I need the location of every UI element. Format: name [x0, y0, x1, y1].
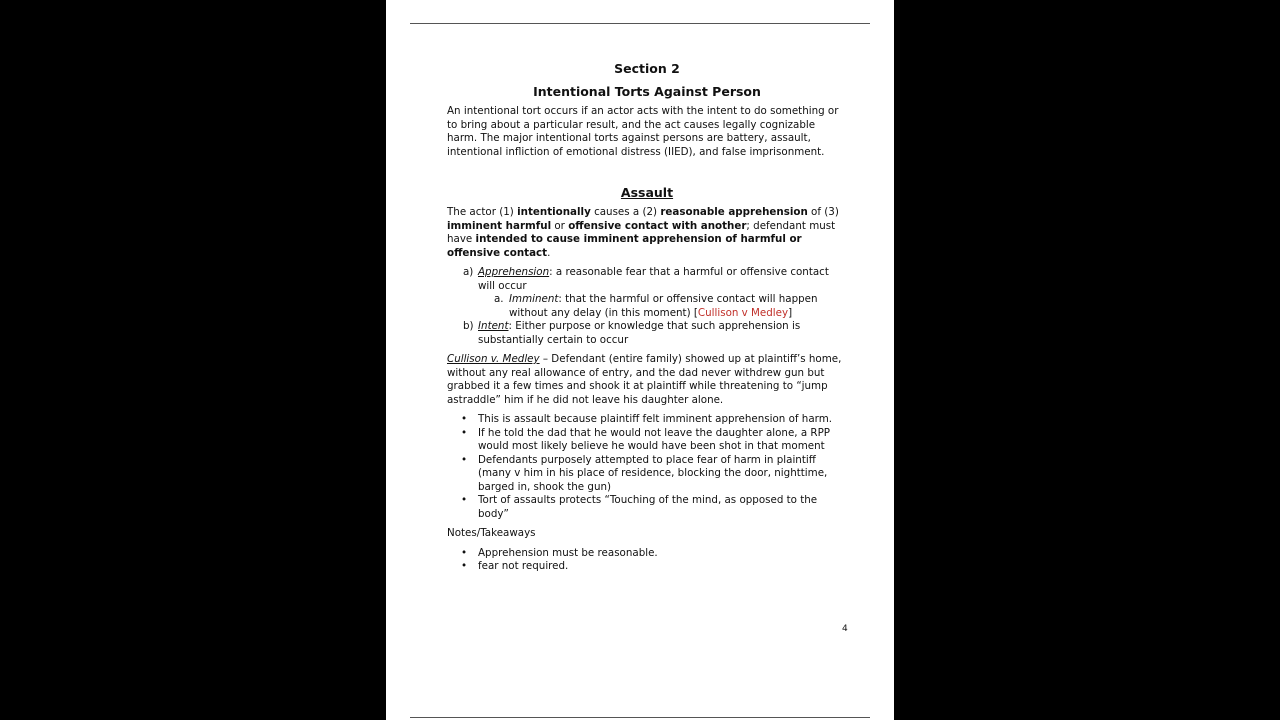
list-item-imminent: a. Imminent: that the harmful or offensive contact will happen without any delay (in this moment) [Cullison v Medley] — [494, 293, 818, 319]
assault-rule: The actor (1) intentionally causes a (2) reasonable apprehension of (3) imminent harmful or offensive contact with another; defendant must have intended to cause imminent apprehension of harmful or offensive contact. — [447, 206, 839, 259]
elements-list — [447, 266, 847, 347]
list-item: • Defendants purposely attempted to place fear of harm in plaintiff (many v him in his place of residence, blocking the door, nighttime, barged in, shook the gun) — [447, 454, 847, 495]
list-marker: b) — [463, 320, 474, 332]
list-item: • Tort of assaults protects “Touching of the mind, as opposed to the body” — [447, 494, 847, 521]
list-item: • Apprehension must be reasonable. — [447, 547, 847, 561]
page-number: 4 — [842, 624, 848, 634]
case-name: Cullison v. Medley — [447, 353, 540, 365]
case-summary: Cullison v. Medley – Defendant (entire family) showed up at plaintiff’s home, without any real allowance of entry, and the dad never withdrew gun but grabbed it a few times and shook it at plaintiff while threatening to “jump astraddle” him if he did not leave his daughter alone. — [447, 353, 842, 406]
list-marker: a) — [463, 266, 474, 278]
list-marker: a. — [494, 293, 504, 305]
sub-list — [478, 293, 847, 320]
page-content — [447, 60, 847, 580]
notes-title: Notes/Takeaways — [447, 527, 536, 539]
footer-rule — [410, 717, 870, 718]
list-item: • fear not required. — [447, 560, 847, 574]
list-item-apprehension: a) Apprehension: a reasonable fear that a harmful or offensive contact will occur a. Imminent: that the harmful or offensive contact will happen without any delay (in this moment) [Cullison v Medley] — [447, 266, 847, 320]
header-rule — [410, 23, 870, 24]
case-bullets — [447, 413, 847, 521]
term-intent: Intent — [478, 320, 509, 332]
section-title: Intentional Torts Against Person — [533, 84, 761, 99]
list-item-intent: b) Intent: Either purpose or knowledge that such apprehension is substantially certain to occur — [463, 320, 801, 346]
document-page — [386, 0, 894, 720]
list-item: • This is assault because plaintiff felt imminent apprehension of harm. — [447, 413, 847, 427]
notes-list — [447, 547, 847, 574]
list-item: • If he told the dad that he would not leave the daughter alone, a RPP would most likely believe he would have been shot in that moment — [447, 427, 847, 454]
assault-heading: Assault — [620, 185, 674, 200]
term-apprehension: Apprehension — [478, 266, 550, 278]
term-imminent: Imminent — [509, 293, 559, 305]
case-citation: Cullison v Medley — [697, 306, 789, 319]
intro-paragraph: An intentional tort occurs if an actor acts with the intent to do something or to bring about a particular result, and the act causes legally cognizable harm. The major intentional torts against persons are battery, assault, intentional infliction of emotional distress (IIED), and false imprisonment. — [447, 105, 839, 158]
section-number: Section 2 — [614, 61, 680, 76]
